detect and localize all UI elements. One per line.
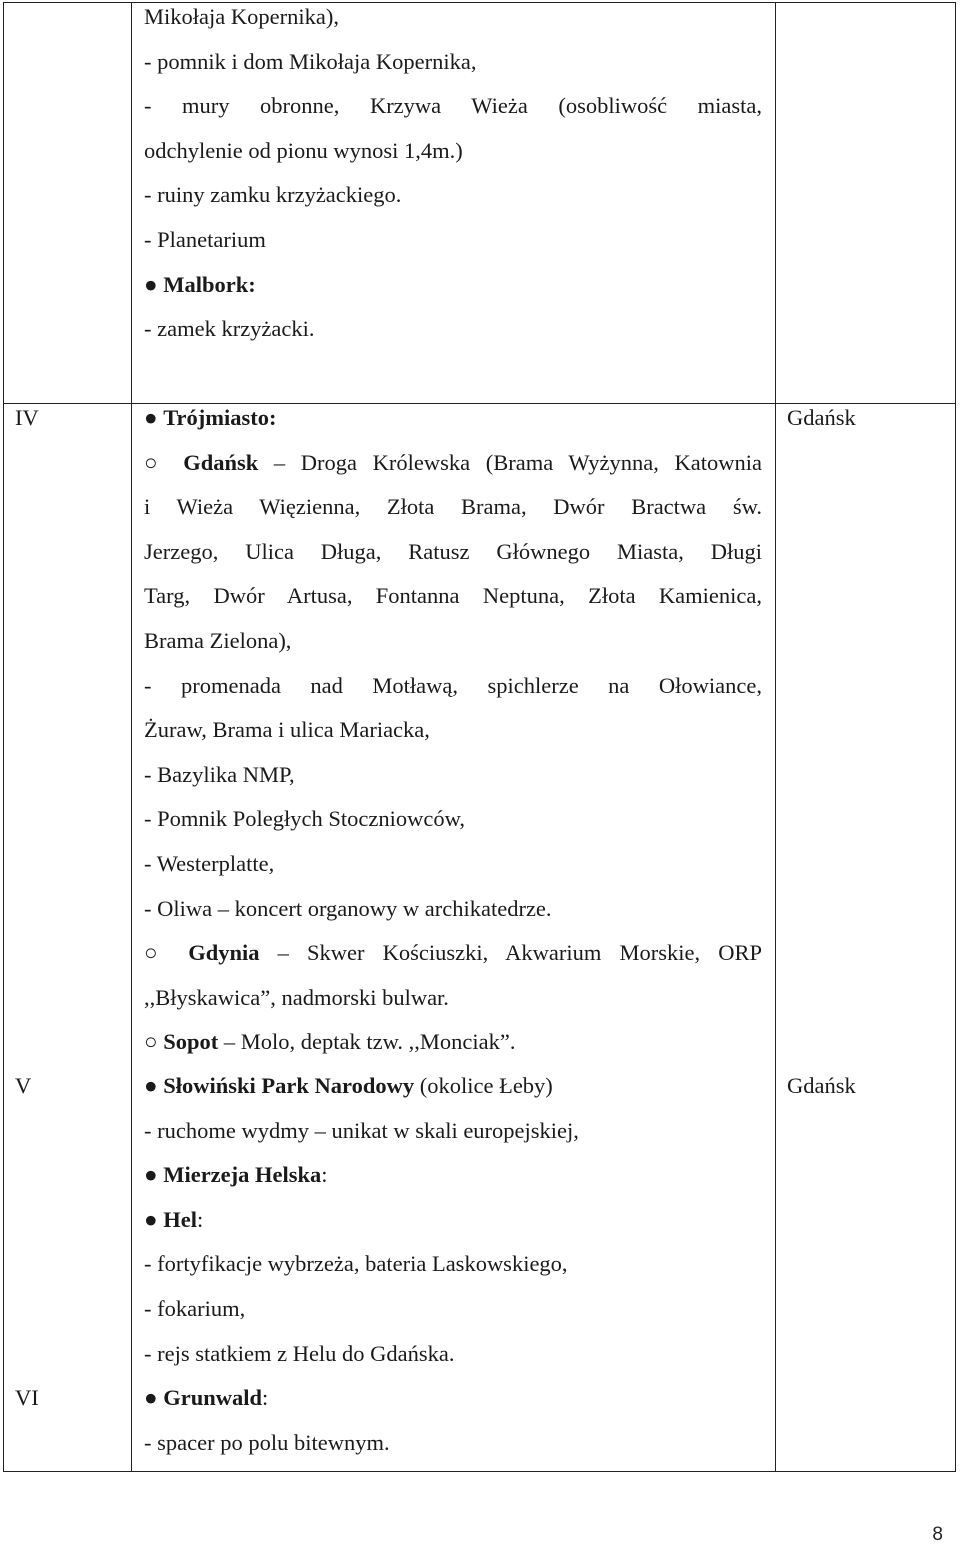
line-text: - promenada nad Motławą, spichlerze na Ołowiance, [144, 672, 762, 698]
row-number: V [15, 1073, 32, 1098]
line-text: (okolice Łeby) [414, 1073, 553, 1098]
line-text: - spacer po polu bitewnym. [144, 1429, 390, 1455]
line-text: - zamek krzyżacki. [144, 316, 315, 342]
text-line [144, 1118, 579, 1144]
text-line [144, 138, 463, 164]
text-line [144, 182, 401, 208]
text-line [144, 1207, 203, 1233]
line-text: - mury obronne, Krzywa Wieża (osobliwość miasta, [144, 93, 762, 119]
column-divider [131, 3, 132, 1471]
line-text: - Oliwa – koncert organowy w archikatedrze. [144, 895, 552, 921]
line-text: - fortyfikacje wybrzeża, bateria Laskowskiego, [144, 1251, 568, 1277]
place-name: Malbork: [163, 271, 256, 297]
line-text: : [196, 1206, 204, 1232]
line-text: - pomnik i dom Mikołaja Kopernika, [144, 48, 477, 74]
text-line [144, 1341, 455, 1367]
place-name: Trójmiasto: [163, 405, 277, 430]
place-name: Sopot [163, 1029, 219, 1055]
line-text: - rejs statkiem z Helu do Gdańska. [144, 1340, 455, 1366]
place-name: Gdańsk [183, 449, 259, 475]
line-text: – Droga Królewska (Brama Wyżynna, Katownia [258, 449, 762, 475]
line-text: - Westerplatte, [144, 851, 275, 876]
place-name: Grunwald [163, 1385, 262, 1410]
filled-bullet-icon: ● [144, 271, 158, 297]
line-text: : [262, 1385, 269, 1410]
line-text: - Pomnik Poległych Stoczniowców, [144, 806, 466, 832]
text-line [144, 450, 762, 476]
text-line [144, 1430, 390, 1456]
hollow-bullet-icon: ○ [144, 940, 171, 966]
line-text: Mikołaja Kopernika), [144, 4, 339, 29]
filled-bullet-icon: ● [144, 1162, 158, 1188]
text-line [144, 717, 430, 743]
line-text: : [321, 1162, 328, 1188]
line-text: Targ, Dwór Artusa, Fontanna Neptuna, Złota Kamienica, [144, 583, 762, 609]
text-line [144, 806, 465, 832]
row-city: Gdańsk [787, 405, 856, 430]
line-text: – Skwer Kościuszki, Akwarium Morskie, ORP [259, 940, 763, 966]
place-name: Gdynia [188, 940, 260, 966]
line-text: Żuraw, Brama i ulica Mariacka, [144, 717, 430, 743]
text-line [144, 896, 552, 922]
line-text: - ruchome wydmy – unikat w skali europejskiej, [144, 1117, 579, 1143]
text-line [144, 851, 274, 877]
filled-bullet-icon: ● [144, 405, 158, 430]
hollow-bullet-icon: ○ [144, 449, 168, 475]
text-line [144, 1073, 553, 1099]
filled-bullet-icon: ● [144, 1385, 158, 1410]
text-line [144, 93, 762, 119]
text-line [144, 227, 266, 253]
line-text: – Molo, deptak tzw. ,,Monciak”. [218, 1029, 516, 1055]
filled-bullet-icon: ● [144, 1206, 158, 1232]
text-line [144, 494, 762, 520]
filled-bullet-icon: ● [144, 1073, 158, 1098]
text-line [144, 673, 762, 699]
line-text: i Wieża Więzienna, Złota Brama, Dwór Bractwa św. [144, 494, 762, 520]
line-text: odchylenie od pionu wynosi 1,4m.) [144, 137, 463, 163]
hollow-bullet-icon: ○ [144, 1029, 158, 1055]
row-number: IV [15, 405, 39, 430]
line-text: Jerzego, Ulica Długa, Ratusz Głównego Miasta, Długi [144, 538, 762, 564]
text-line [144, 539, 762, 565]
line-text: - Bazylika NMP, [144, 761, 295, 787]
text-line [144, 1251, 568, 1277]
text-line [144, 49, 476, 75]
text-line [144, 940, 762, 966]
line-text: - Planetarium [144, 227, 266, 252]
line-text: ,,Błyskawica”, nadmorski bulwar. [144, 984, 449, 1010]
text-line [144, 628, 291, 654]
line-text: - ruiny zamku krzyżackiego. [144, 182, 402, 208]
line-text: - fokarium, [144, 1296, 246, 1321]
text-line [144, 762, 295, 788]
place-name: Hel [163, 1206, 197, 1232]
text-line [144, 1029, 515, 1055]
text-line [144, 1296, 245, 1322]
place-name: Mierzeja Helska [163, 1162, 322, 1188]
line-text: Brama Zielona), [144, 628, 292, 653]
row-divider [4, 403, 955, 404]
place-name: Słowiński Park Narodowy [163, 1073, 415, 1098]
text-line [144, 1385, 268, 1411]
text-line [144, 4, 339, 30]
text-line [144, 405, 277, 431]
text-line [144, 1162, 328, 1188]
row-city: Gdańsk [787, 1073, 856, 1098]
page-number: 8 [932, 1524, 943, 1545]
text-line [144, 316, 315, 342]
row-number: VI [15, 1385, 39, 1410]
text-line [144, 583, 762, 609]
column-divider [775, 3, 776, 1471]
text-line [144, 272, 256, 298]
text-line [144, 985, 449, 1011]
